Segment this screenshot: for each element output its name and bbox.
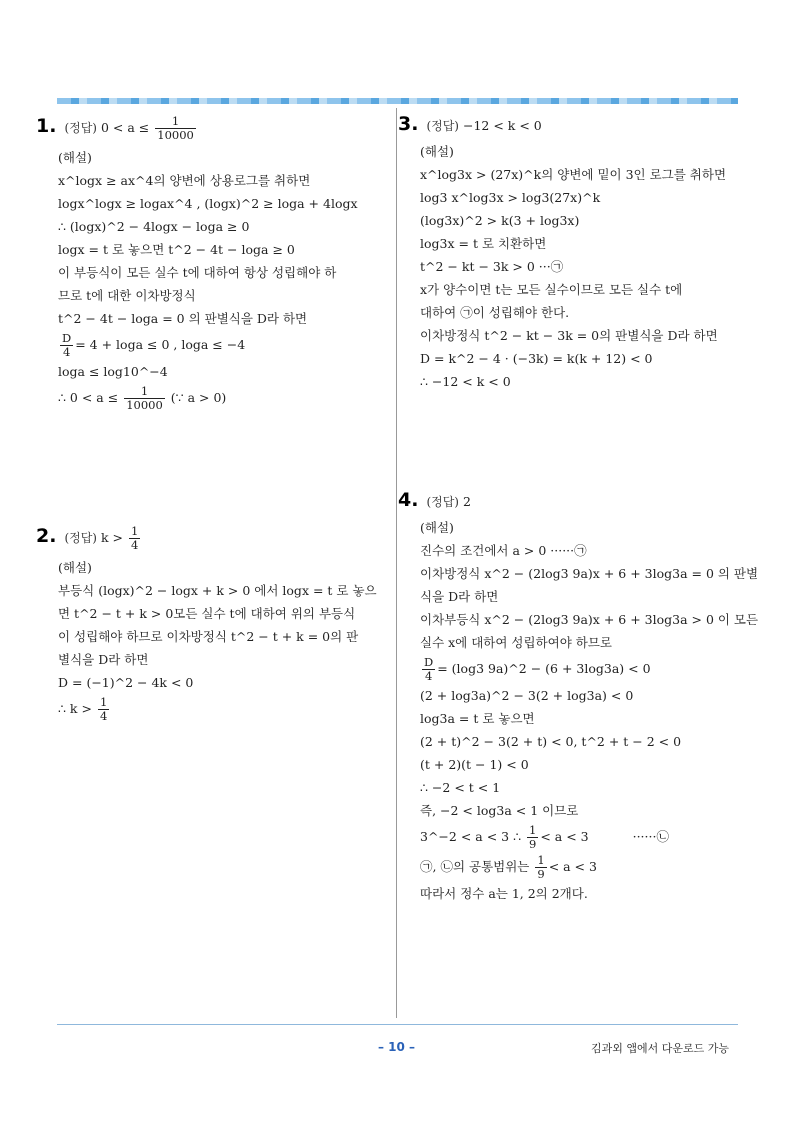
explain-tag: (해설) <box>420 520 454 535</box>
answer-text: 2 <box>462 494 471 509</box>
answer-text: k > <box>100 530 124 545</box>
answer-tag: (정답) <box>64 531 97 545</box>
line: 즉, −2 < log3a < 1 이므로 <box>420 803 579 818</box>
problem-1 <box>36 115 386 413</box>
line: 별식을 D라 하면 <box>58 652 149 667</box>
conclusion: 따라서 정수 a는 1, 2의 2개다. <box>420 886 588 901</box>
line: (log3x)^2 > k(3 + log3x) <box>420 213 580 228</box>
line: loga ≤ log10^−4 <box>58 364 168 379</box>
line: x^logx ≥ ax^4의 양변에 상용로그를 취하면 <box>58 173 311 188</box>
line: ∴ −2 < t < 1 <box>420 780 501 795</box>
common-range-line: ㉠, ㉡의 공통범위는 $\frac{1}{9}$ < a < 3 <box>420 853 597 881</box>
line: t^2 − kt − 3k > 0 ···㉠ <box>420 259 564 274</box>
problem-number: 2. <box>36 525 57 547</box>
line: ∴ (logx)^2 − 4logx − loga ≥ 0 <box>58 219 250 234</box>
answer-tag: (정답) <box>64 121 97 135</box>
problem-4 <box>398 489 759 905</box>
line: log3x = t 로 치환하면 <box>420 236 547 251</box>
answer-fraction: $\frac{1}{4}$ <box>131 524 139 552</box>
final-answer: ∴ k > $\frac{1}{4}$ <box>58 695 108 723</box>
line: 므로 t에 대한 이차방정식 <box>58 288 196 303</box>
page-number: – 10 – <box>377 1040 416 1054</box>
line: logx^logx ≥ logax^4 , (logx)^2 ≥ loga + 4logx <box>58 196 358 211</box>
line: D = k^2 − 4 · (−3k) = k(k + 12) < 0 <box>420 351 653 366</box>
column-divider <box>396 108 397 1018</box>
line: log3a = t 로 놓으면 <box>420 711 535 726</box>
line: (2 + t)^2 − 3(2 + t) < 0, t^2 + t − 2 < 0 <box>420 734 682 749</box>
explain-tag: (해설) <box>58 150 92 165</box>
line: 실수 x에 대하여 성립하여야 하므로 <box>420 635 612 650</box>
line: 이차부등식 x^2 − (2log3 9a)x + 6 + 3log3a > 0 이 모든 <box>420 612 759 627</box>
problem-number: 4. <box>398 489 419 511</box>
line: 대하여 ㉠이 성립해야 한다. <box>420 305 570 320</box>
answer-fraction: $\frac{1}{10000}$ <box>157 114 194 142</box>
final-answer: ∴ 0 < a ≤ $\frac{1}{10000}$ (∵ a > 0) <box>58 384 227 412</box>
problem-1-answer <box>36 115 386 142</box>
line: logx = t 로 놓으면 t^2 − 4t − loga ≥ 0 <box>58 242 295 257</box>
problem-2 <box>36 525 386 724</box>
line: 진수의 조건에서 a > 0 ······㉠ <box>420 543 587 558</box>
line: 식을 D라 하면 <box>420 589 499 604</box>
problem-2-answer <box>36 525 386 552</box>
line: ∴ −12 < k < 0 <box>420 374 511 389</box>
answer-text: −12 < k < 0 <box>462 118 542 133</box>
line: 이 성립해야 하므로 이차방정식 t^2 − t + k = 0의 판 <box>58 629 359 644</box>
discriminant-line: $\frac{D}{4}$ = (log3 9a)^2 − (6 + 3log3a) < 0 <box>424 655 651 683</box>
line: 이차방정식 t^2 − kt − 3k = 0의 판별식을 D라 하면 <box>420 328 718 343</box>
answer-tag: (정답) <box>426 119 459 133</box>
problem-number: 1. <box>36 115 57 137</box>
line: (2 + log3a)^2 − 3(2 + log3a) < 0 <box>420 688 634 703</box>
line: 부등식 (logx)^2 − logx + k > 0 에서 logx = t 로 놓으 <box>58 583 377 598</box>
line: (t + 2)(t − 1) < 0 <box>420 757 529 772</box>
problem-number: 3. <box>398 113 419 135</box>
explain-tag: (해설) <box>420 144 454 159</box>
answer-text: 0 < a ≤ <box>100 120 150 135</box>
line: 이차방정식 x^2 − (2log3 9a)x + 6 + 3log3a = 0 의 판별 <box>420 566 759 581</box>
problem-4-answer <box>398 489 743 514</box>
problem-3 <box>398 113 743 393</box>
footer-text: 김과외 앱에서 다운로드 가능 <box>590 1042 729 1055</box>
line: x가 양수이면 t는 모든 실수이므로 모든 실수 t에 <box>420 282 683 297</box>
explain-tag: (해설) <box>58 560 92 575</box>
header-stripe <box>57 98 738 104</box>
footer-rule <box>57 1024 738 1025</box>
line: t^2 − 4t − loga = 0 의 판별식을 D라 하면 <box>58 311 308 326</box>
line: 이 부등식이 모든 실수 t에 대하여 항상 성립해야 하 <box>58 265 337 280</box>
discriminant-line: $\frac{D}{4}$ = 4 + loga ≤ 0 , loga ≤ −4 <box>62 331 246 359</box>
line: D = (−1)^2 − 4k < 0 <box>58 675 194 690</box>
range-line: 3^−2 < a < 3 ∴ $\frac{1}{9}$ < a < 3 ······㉡ <box>420 823 669 851</box>
line: 면 t^2 − t + k > 0모든 실수 t에 대하여 위의 부등식 <box>58 606 356 621</box>
answer-tag: (정답) <box>426 495 459 509</box>
line: log3 x^log3x > log3(27x)^k <box>420 190 601 205</box>
line: x^log3x > (27x)^k의 양변에 밑이 3인 로그를 취하면 <box>420 167 727 182</box>
problem-3-answer <box>398 113 743 138</box>
